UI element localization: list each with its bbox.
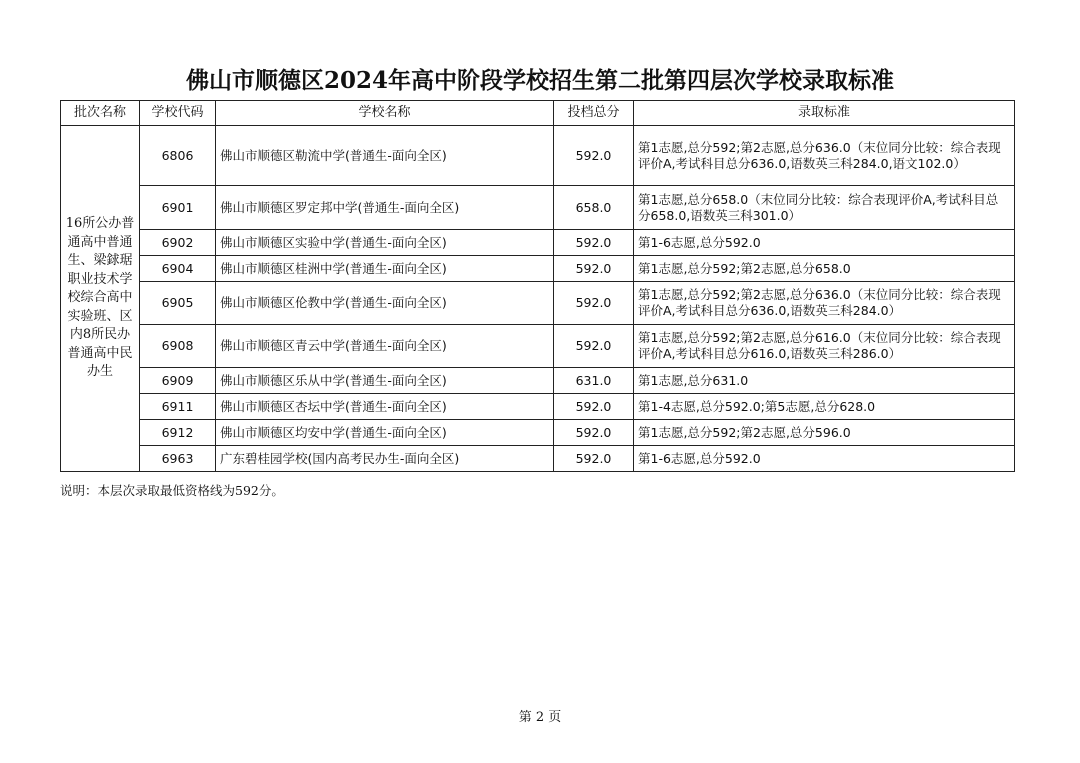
admission-standard: 第1-6志愿,总分592.0 xyxy=(634,230,1015,256)
header-score: 投档总分 xyxy=(554,101,634,126)
table-row xyxy=(61,394,1015,420)
header-batch: 批次名称 xyxy=(61,101,140,126)
admission-standard: 第1-4志愿,总分592.0;第5志愿,总分628.0 xyxy=(634,394,1015,420)
school-code: 6912 xyxy=(140,420,216,446)
total-score: 592.0 xyxy=(554,394,634,420)
admission-standard: 第1志愿,总分631.0 xyxy=(634,368,1015,394)
admission-standard: 第1-6志愿,总分592.0 xyxy=(634,446,1015,472)
school-code: 6911 xyxy=(140,394,216,420)
table-row xyxy=(61,256,1015,282)
total-score: 592.0 xyxy=(554,230,634,256)
table-row xyxy=(61,325,1015,368)
table-row xyxy=(61,368,1015,394)
table-row xyxy=(61,446,1015,472)
admission-standard: 第1志愿,总分592;第2志愿,总分596.0 xyxy=(634,420,1015,446)
header-code: 学校代码 xyxy=(140,101,216,126)
table-row xyxy=(61,282,1015,325)
school-name: 佛山市顺德区杏坛中学(普通生-面向全区) xyxy=(216,394,554,420)
footnote: 说明：本层次录取最低资格线为592分。 xyxy=(60,483,284,498)
school-name: 佛山市顺德区乐从中学(普通生-面向全区) xyxy=(216,368,554,394)
school-code: 6905 xyxy=(140,282,216,325)
total-score: 592.0 xyxy=(554,420,634,446)
batch-name-cell: 16所公办普通高中普通生、梁銶琚职业技术学校综合高中实验班、区内8所民办普通高中民办生 xyxy=(61,126,140,472)
total-score: 592.0 xyxy=(554,282,634,325)
school-code: 6963 xyxy=(140,446,216,472)
school-name: 佛山市顺德区勒流中学(普通生-面向全区) xyxy=(216,126,554,186)
admission-standard: 第1志愿,总分592;第2志愿,总分636.0（末位同分比较：综合表现评价A,考试科目总分636.0,语数英三科284.0） xyxy=(634,282,1015,325)
total-score: 592.0 xyxy=(554,256,634,282)
total-score: 592.0 xyxy=(554,325,634,368)
table-row xyxy=(61,230,1015,256)
header-school: 学校名称 xyxy=(216,101,554,126)
page-number: 第 2 页 xyxy=(518,710,562,725)
admission-standard: 第1志愿,总分592;第2志愿,总分636.0（末位同分比较：综合表现评价A,考试科目总分636.0,语数英三科284.0,语文102.0） xyxy=(634,126,1015,186)
total-score: 592.0 xyxy=(554,126,634,186)
school-code: 6908 xyxy=(140,325,216,368)
school-code: 6902 xyxy=(140,230,216,256)
school-name: 佛山市顺德区罗定邦中学(普通生-面向全区) xyxy=(216,186,554,230)
header-standard: 录取标准 xyxy=(634,101,1015,126)
total-score: 592.0 xyxy=(554,446,634,472)
school-code: 6904 xyxy=(140,256,216,282)
page-title: 佛山市顺德区2024年高中阶段学校招生第二批第四层次学校录取标准 xyxy=(185,67,894,94)
table-row xyxy=(61,420,1015,446)
admission-standard: 第1志愿,总分658.0（末位同分比较：综合表现评价A,考试科目总分658.0,语数英三科301.0） xyxy=(634,186,1015,230)
admission-standard: 第1志愿,总分592;第2志愿,总分616.0（末位同分比较：综合表现评价A,考试科目总分616.0,语数英三科286.0） xyxy=(634,325,1015,368)
school-code: 6909 xyxy=(140,368,216,394)
total-score: 658.0 xyxy=(554,186,634,230)
school-code: 6806 xyxy=(140,126,216,186)
school-name: 广东碧桂园学校(国内高考民办生-面向全区) xyxy=(216,446,554,472)
school-code: 6901 xyxy=(140,186,216,230)
table-row xyxy=(61,186,1015,230)
school-name: 佛山市顺德区伦教中学(普通生-面向全区) xyxy=(216,282,554,325)
table-row xyxy=(61,126,1015,186)
table-header-row xyxy=(61,101,1015,126)
total-score: 631.0 xyxy=(554,368,634,394)
admission-table xyxy=(60,100,1015,472)
admission-standard: 第1志愿,总分592;第2志愿,总分658.0 xyxy=(634,256,1015,282)
school-name: 佛山市顺德区桂洲中学(普通生-面向全区) xyxy=(216,256,554,282)
school-name: 佛山市顺德区均安中学(普通生-面向全区) xyxy=(216,420,554,446)
school-name: 佛山市顺德区实验中学(普通生-面向全区) xyxy=(216,230,554,256)
school-name: 佛山市顺德区青云中学(普通生-面向全区) xyxy=(216,325,554,368)
